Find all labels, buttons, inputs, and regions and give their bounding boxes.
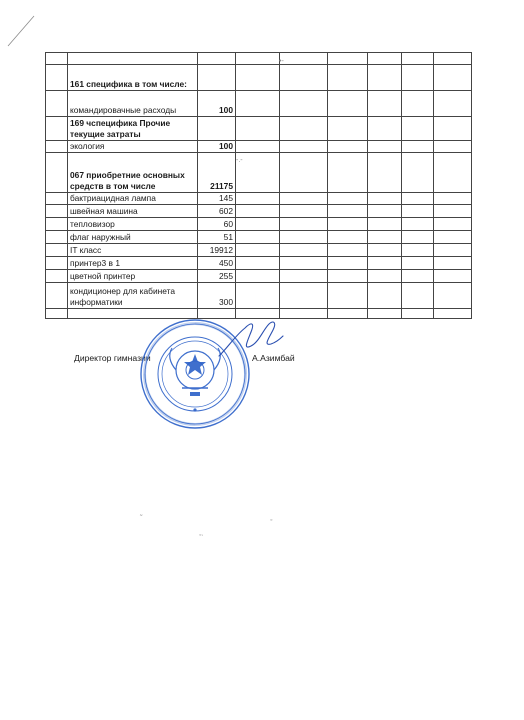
row-label: 169 чспецифика Прочие текущие затраты xyxy=(68,117,198,141)
table-row xyxy=(46,244,472,257)
row-value: 602 xyxy=(198,205,236,218)
table-row xyxy=(46,141,472,153)
row-label: 067 приобретние основных средств в том числе xyxy=(68,153,198,193)
row-label xyxy=(68,53,198,65)
scan-corner-mark xyxy=(4,10,44,50)
table-row xyxy=(46,193,472,205)
row-label: 161 специфика в том числе: xyxy=(68,65,198,91)
table-row xyxy=(46,218,472,231)
row-value xyxy=(198,53,236,65)
scan-speck: ˜ xyxy=(140,515,143,522)
row-label: кондиционер для кабинета информатики xyxy=(68,283,198,309)
row-label xyxy=(68,309,198,319)
budget-table xyxy=(45,52,472,319)
row-label: IT класс xyxy=(68,244,198,257)
row-label: принтер3 в 1 xyxy=(68,257,198,270)
row-label: цветной принтер xyxy=(68,270,198,283)
table-row xyxy=(46,283,472,309)
signatory-name: А.Азимбай xyxy=(252,353,295,363)
table-row xyxy=(46,91,472,117)
row-value: 19912 xyxy=(198,244,236,257)
row-value: 100 xyxy=(198,91,236,117)
row-value xyxy=(198,65,236,91)
scan-speck: •- xyxy=(279,58,284,65)
table-row xyxy=(46,270,472,283)
row-label: флаг наружный xyxy=(68,231,198,244)
row-label: тепловизор xyxy=(68,218,198,231)
table-row xyxy=(46,153,472,193)
row-value: 100 xyxy=(198,141,236,153)
handwritten-signature xyxy=(215,316,285,362)
row-label: швейная машина xyxy=(68,205,198,218)
row-value: 300 xyxy=(198,283,236,309)
table-row xyxy=(46,231,472,244)
row-value: 51 xyxy=(198,231,236,244)
table-row xyxy=(46,205,472,218)
signatory-title: Директор гимназии xyxy=(74,353,151,363)
row-label: бактриацидная лампа xyxy=(68,193,198,205)
row-value: 145 xyxy=(198,193,236,205)
row-value xyxy=(198,117,236,141)
row-value: 255 xyxy=(198,270,236,283)
table-row xyxy=(46,117,472,141)
row-value: 450 xyxy=(198,257,236,270)
table-row xyxy=(46,65,472,91)
scan-speck: ◦ xyxy=(270,517,273,524)
row-value: 60 xyxy=(198,218,236,231)
row-label: экология xyxy=(68,141,198,153)
scan-speck: -.- xyxy=(236,157,243,164)
scan-speck: ◦· xyxy=(199,532,204,539)
table-row xyxy=(46,53,472,65)
table-row xyxy=(46,257,472,270)
row-label: командировачные расходы xyxy=(68,91,198,117)
row-value: 21175 xyxy=(198,153,236,193)
